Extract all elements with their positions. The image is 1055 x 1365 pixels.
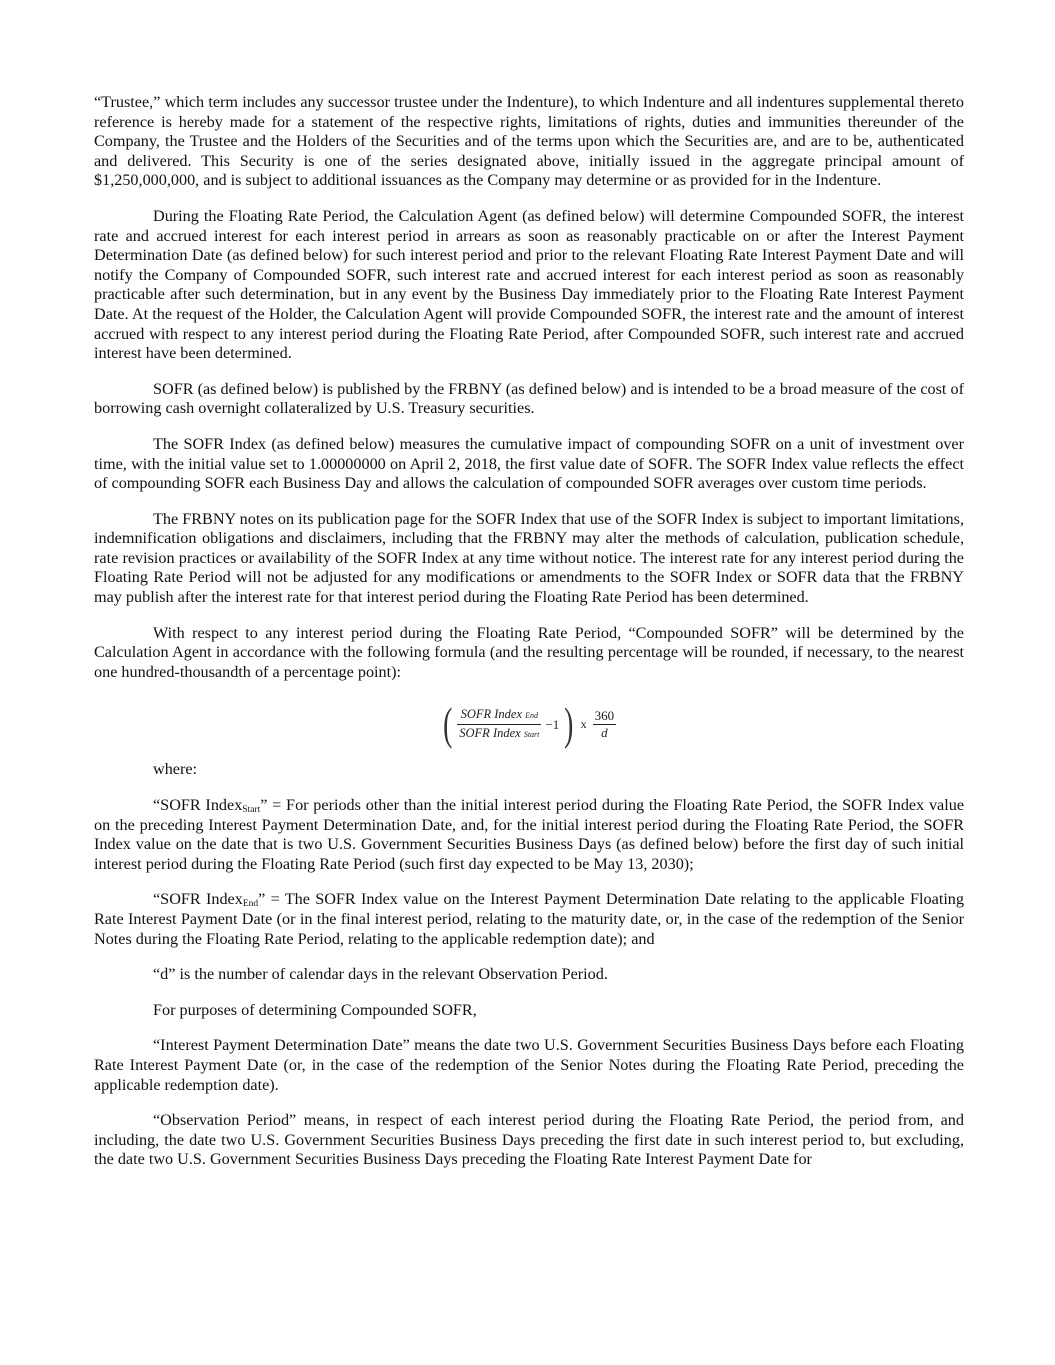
paragraph-sofr-index: The SOFR Index (as defined below) measures the cumulative impact of compounding SOFR on a unit of investment over time, with the initial value set to 1.00000000 on April 2, 2018, the first value date of SOFR. The SOFR Index value reflects the effect of compounding SOFR each Business Day and allows the calculation of compounded SOFR averages over custom time periods. bbox=[94, 434, 964, 493]
fraction-bar bbox=[457, 724, 541, 725]
formula-multiply: x bbox=[580, 716, 587, 731]
paragraph-calculation-agent: During the Floating Rate Period, the Calculation Agent (as defined below) will determine Compounded SOFR, the interest rate and accrued interest for each interest period in arrears as soon as reasonably practicable on or after the Interest Payment Determination Date (as defined below) for such interest period and prior to the relevant Floating Rate Interest Payment Date and will notify the Company of Compounded SOFR, such interest rate and accrued interest for each interest period as soon as reasonably practicable after such determination, but in any event by the Business Day immediately prior to the Floating Rate Interest Payment Date. At the request of the Holder, the Calculation Agent will provide Compounded SOFR, the interest rate and the amount of interest accrued with respect to any interest period during the Floating Rate Period, after Compounded SOFR, such interest rate and accrued interest have been determined. bbox=[94, 206, 964, 363]
document-page bbox=[94, 93, 964, 1186]
paragraph-purposes: For purposes of determining Compounded SOFR, bbox=[153, 1000, 477, 1019]
paragraph-where: where: bbox=[153, 760, 198, 779]
formula-expression bbox=[440, 698, 618, 750]
paragraph-observation-period: “Observation Period” means, in respect of each interest period during the Floating Rate Period, the period from, and including, the date two U.S. Government Securities Business Days preceding the first date in such interest period to, but excluding, the date two U.S. Government Securities Business Days preceding the Floating Rate Interest Payment Date for bbox=[94, 1111, 964, 1169]
compounded-sofr-formula bbox=[94, 698, 964, 750]
day-count-numerator: 360 bbox=[594, 707, 615, 723]
formula-minus-one: −1 bbox=[545, 716, 560, 732]
paragraph-frbny-notes: The FRBNY notes on its publication page for the SOFR Index that use of the SOFR Index is subject to important limitations, indemnification obligations and disclaimers, including that the FRBNY may alter the methods of calculation, publication schedule, rate revision practices or availability of the SOFR Index at any time without notice. The interest rate for any interest period during the Floating Rate Period will not be adjusted for any modifications or amendments to the SOFR Index or SOFR data that the FRBNY may publish after the interest rate for that interest period during the Floating Rate Period has been determined. bbox=[94, 509, 964, 607]
paragraph-sofr-index-end: “SOFR Index$_{End}$” = The SOFR Index value on the Interest Payment Determination Date relating to the applicable Floating Rate Interest Payment Date (or in the final interest period, relating to the maturity date, or, in the case of the redemption of the Senior Notes during the Floating Rate Period, relating to the applicable redemption date); and bbox=[94, 890, 964, 948]
formula-numerator: SOFR Index End bbox=[460, 706, 539, 721]
day-count-fraction bbox=[593, 709, 617, 740]
paragraph-interest-payment-determination-date: “Interest Payment Determination Date” means the date two U.S. Government Securities Business Days before each Floating Rate Interest Payment Date (or, in the case of the redemption of the Senior Notes during the Floating Rate Period, preceding the applicable redemption date). bbox=[94, 1036, 964, 1094]
paragraph-d-definition: “d” is the number of calendar days in the relevant Observation Period. bbox=[153, 965, 608, 984]
formula-denominator: SOFR Index Start bbox=[459, 725, 540, 740]
left-parenthesis: ( bbox=[443, 698, 453, 750]
paragraph-sofr-definition: SOFR (as defined below) is published by the FRBNY (as defined below) and is intended to be a broad measure of the cost of borrowing cash overnight collateralized by U.S. Treasury securities. bbox=[94, 379, 964, 418]
day-count-denominator: d bbox=[601, 724, 608, 740]
paragraph-sofr-index-start: “SOFR Index$_{Start}$” = For periods other than the initial interest period during the Floating Rate Period, the SOFR Index value on the preceding Interest Payment Determination Date, and, for the initial interest period during the Floating Rate Period, the SOFR Index value on the date that is two U.S. Government Securities Business Days (as defined below) before the first day of such initial interest period during the Floating Rate Period (such first day expected to be May 13, 2030); bbox=[94, 796, 964, 873]
paragraph-compounded-sofr: With respect to any interest period during the Floating Rate Period, “Compounded SOFR” will be determined by the Calculation Agent in accordance with the following formula (and the resulting percentage will be rounded, if necessary, to the nearest one hundred-thousandth of a percentage point): bbox=[94, 623, 964, 681]
right-parenthesis: ) bbox=[564, 698, 574, 750]
index-ratio-fraction bbox=[457, 707, 541, 742]
paragraph-trustee: “Trustee,” which term includes any successor trustee under the Indenture), to which Indenture and all indentures supplemental thereto reference is hereby made for a statement of the respective rights, limitations of rights, duties and immunities thereunder of the Company, the Trustee and the Holders of the Securities and of the terms upon which the Securities are, and are to be, authenticated and delivered. This Security is one of the series designated above, initially issued in the aggregate principal amount of $1,250,000,000, and is subject to additional issuances as the Company may determine or as provided for in the Indenture. bbox=[94, 93, 964, 190]
